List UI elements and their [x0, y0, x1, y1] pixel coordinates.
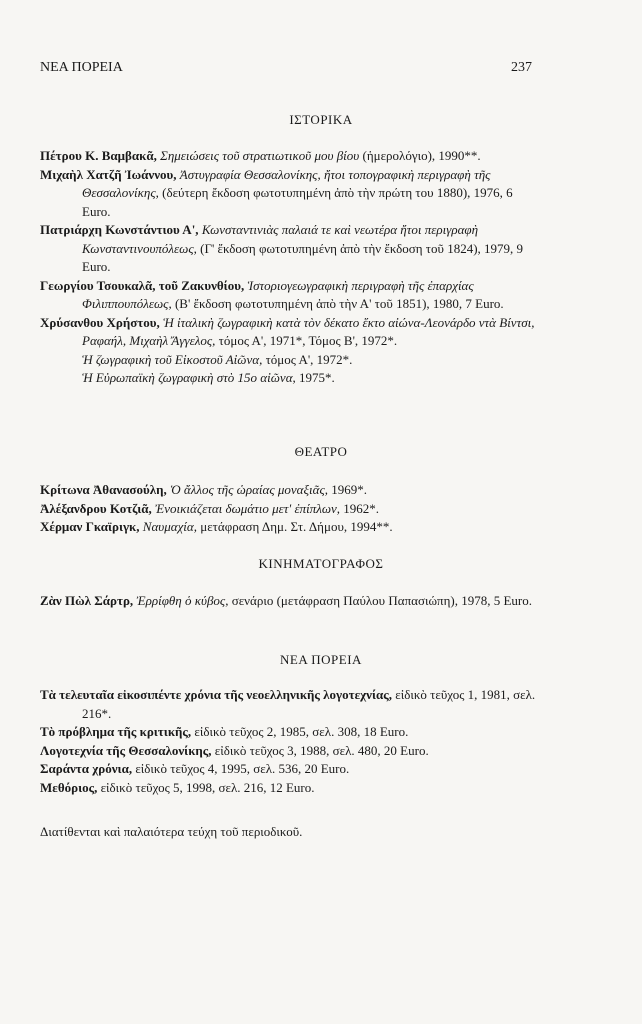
entry-title: Ἐρρίφθη ὁ κύβος,: [136, 593, 229, 608]
entry-author: Γεωργίου Τσουκαλᾶ, τοῦ Ζακυνθίου,: [40, 277, 245, 293]
section-title-nea-poreia: ΝΕΑ ΠΟΡΕΙΑ: [280, 652, 362, 667]
theatro-list: [40, 481, 540, 537]
entry-title: Ἡ Εὐρωπαϊκὴ ζωγραφικὴ στὸ 15ο αἰῶνα,: [82, 370, 296, 385]
entry-author: Κρίτωνα Ἀθανασούλη,: [40, 482, 167, 497]
entry-details: (Β' ἔκδοση φωτοτυπημένη ἀπὸ τὴν Α' τοῦ 1851), 1980, 7 Euro.: [171, 296, 504, 311]
list-item: [40, 723, 540, 742]
journal-name: ΝΕΑ ΠΟΡΕΙΑ: [40, 60, 123, 75]
entry-author: Ἀλέξανδρου Κοτζιᾶ,: [40, 500, 152, 516]
entry-details: εἰδικὸ τεῦχος 4, 1995, σελ. 536, 20 Euro.: [132, 761, 350, 776]
entry-details: (δεύτερη ἔκδοση φωτοτυπημένη ἀπὸ τὴν πρώτη του 1880), 1976, 6 Euro.: [82, 185, 513, 219]
entry-details: εἰδικὸ τεῦχος 2, 1985, σελ. 308, 18 Euro.: [191, 724, 409, 739]
list-item: [40, 277, 540, 314]
entry-details: εἰδικὸ τεῦχος 3, 1988, σελ. 480, 20 Euro.: [211, 742, 429, 758]
entry-author: Μιχαὴλ Χατζῆ Ἰωάννου,: [40, 166, 177, 182]
entry-title: Σημειώσεις τοῦ στρατιωτικοῦ μου βίου: [160, 148, 360, 163]
entry-details: τόμος Α', 1972*.: [262, 351, 353, 367]
entry-details: 1975*.: [295, 370, 335, 385]
list-item: [40, 166, 540, 222]
running-header: [40, 60, 532, 76]
nea-poreia-list: [40, 686, 540, 797]
list-item: [40, 742, 540, 761]
entry-title: Ἡ ἰταλικὴ ζωγραφικὴ κατὰ τὸν δέκατο ἕκτο αἰώνα-Λεονάρδο ντὰ Βίντσι, Ραφαήλ, Μιχαὴλ Ἄγγελος,: [82, 314, 535, 348]
entry-author: Χρύσανθου Χρήστου,: [40, 314, 160, 330]
list-item: [40, 221, 540, 277]
entry-title: Κωνσταντινιὰς παλαιά τε καὶ νεωτέρα ἤτοι περιγραφὴ Κωνσταντινουπόλεως,: [82, 222, 479, 256]
list-item: [40, 481, 540, 500]
section-title-theatro: ΘΕΑΤΡΟ: [294, 444, 348, 459]
entry-title: Ἐνοικιάζεται δωμάτιο μετ' ἐπίπλων,: [155, 500, 341, 516]
entry-author: Πατριάρχη Κωνστάντιου Α',: [40, 222, 199, 237]
entry-details: 1962*.: [340, 500, 380, 516]
entry-details: (ἡμερολόγιο), 1990**.: [359, 148, 481, 163]
historika-list: [40, 147, 540, 388]
list-item: [40, 760, 540, 779]
entry-title: Ἀστυγραφία Θεσσαλονίκης, ἤτοι τοπογραφικὴ περιγραφὴ τῆς Θεσσαλονίκης,: [82, 166, 491, 200]
entry-details: εἰδικὸ τεῦχος 5, 1998, σελ. 216, 12 Euro.: [97, 779, 315, 795]
entry-author: Ζὰν Πὼλ Σάρτρ,: [40, 593, 134, 608]
page-number: 237: [511, 60, 532, 75]
entry-details: 1969*.: [328, 482, 367, 497]
entry-details: (Γ' ἔκδοση φωτοτυπημένη ἀπὸ τὴν ἔκδοση τοῦ 1824), 1979, 9 Euro.: [82, 240, 524, 274]
entry-details: τόμος Α', 1971*, Τόμος Β', 1972*.: [215, 333, 398, 348]
entry-title: Τὰ τελευταῖα εἰκοσιπέντε χρόνια τῆς νεοελληνικῆς λογοτεχνίας,: [40, 687, 393, 702]
list-item: [40, 314, 540, 351]
section-title-historika: ΙΣΤΟΡΙΚΑ: [289, 112, 353, 127]
list-item: [40, 779, 540, 798]
list-item: [40, 518, 540, 537]
list-item: [40, 592, 540, 611]
entry-title: Σαράντα χρόνια,: [40, 761, 133, 776]
entry-author: Χέρμαν Γκαϊριγκ,: [40, 519, 140, 534]
list-item: [40, 351, 540, 370]
entry-title: Τὸ πρόβλημα τῆς κριτικῆς,: [40, 724, 192, 739]
entry-title: Ἱστοριογεωγραφικὴ περιγραφὴ τῆς ἐπαρχίας Φιλιππουπόλεως,: [82, 277, 474, 311]
entry-details: εἰδικὸ τεῦχος 1, 1981, σελ. 216*.: [82, 687, 536, 721]
entry-author: Πέτρου Κ. Βαμβακᾶ,: [40, 148, 157, 163]
entry-details: μετάφραση Δημ. Στ. Δήμου, 1994**.: [197, 519, 393, 534]
list-item: [40, 369, 540, 388]
list-item: [40, 147, 540, 166]
entry-title: Ἡ ζωγραφικὴ τοῦ Εἰκοστοῦ Αἰῶνα,: [82, 351, 263, 367]
entry-title: Ναυμαχία,: [142, 519, 197, 534]
entry-details: σενάριο (μετάφραση Παύλου Παπασιώπη), 1978, 5 Euro.: [228, 593, 532, 608]
list-item: [40, 500, 540, 519]
entry-title: Μεθόριος,: [40, 779, 98, 795]
entry-title: Ὁ ἄλλος τῆς ὡραίας μοναξιᾶς,: [170, 482, 328, 497]
section-title-kinimatografos: ΚΙΝΗΜΑΤΟΓΡΑΦΟΣ: [258, 556, 384, 571]
kinimatografos-list: [40, 592, 540, 611]
footer-note: Διατίθενται καὶ παλαιότερα τεύχη τοῦ περιοδικοῦ.: [40, 824, 303, 839]
entry-title: Λογοτεχνία τῆς Θεσσαλονίκης,: [40, 742, 212, 758]
list-item: [40, 686, 540, 723]
